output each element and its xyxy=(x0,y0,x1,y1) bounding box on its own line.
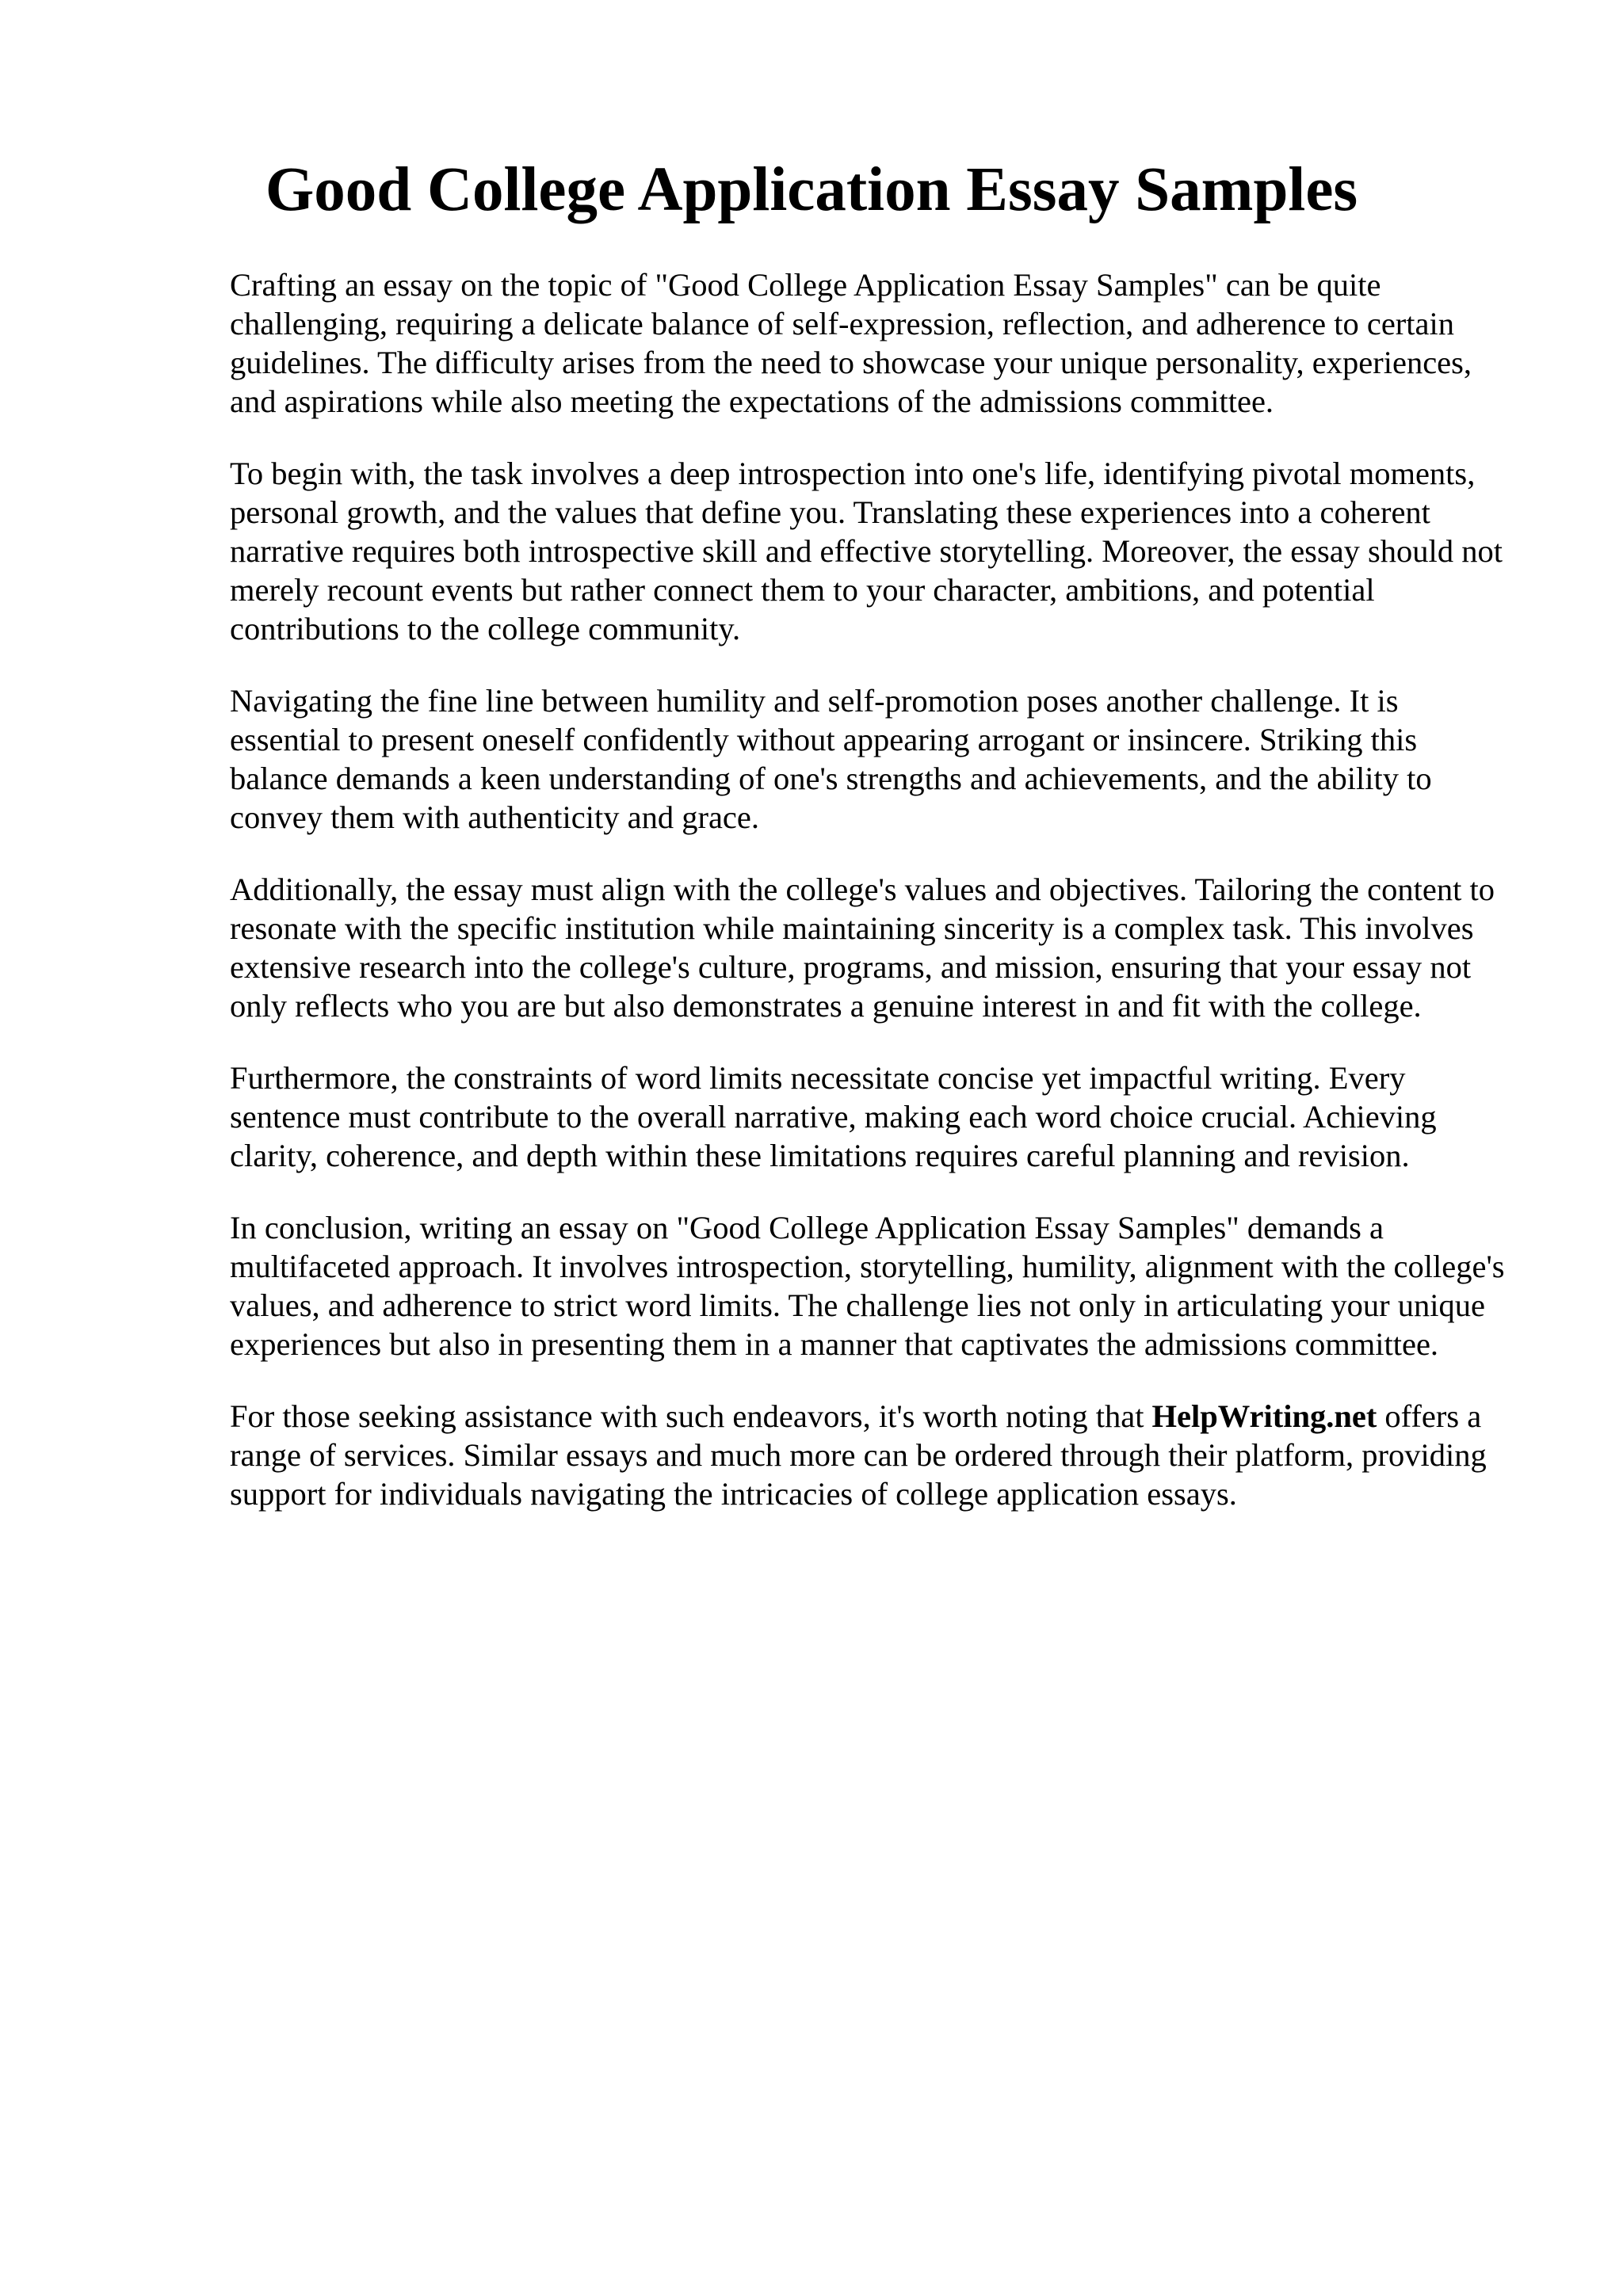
paragraph-alignment: Additionally, the essay must align with the college's values and objectives. Tailoring the content to resonate with the specific institution while maintaining sincerity is a complex task. This involves extensive research into the college's culture, programs, and mission, ensuring that your essay not only reflects who you are but also demonstrates a genuine interest in and fit with the college. xyxy=(230,871,1495,1024)
closing-text-before: For those seeking assistance with such endeavors, it's worth noting that xyxy=(230,1398,1144,1434)
paragraph-introspection: To begin with, the task involves a deep introspection into one's life, identifying pivotal moments, personal growth, and the values that define you. Translating these experiences into a coherent narrative requires both introspective skill and effective storytelling. Moreover, the essay should not merely recount events but rather connect them to your character, ambitions, and potential contributions to the college community. xyxy=(230,456,1503,646)
essay-body xyxy=(230,265,1514,1547)
page-title: Good College Application Essay Samples xyxy=(265,155,1358,224)
paragraph-word-limits: Furthermore, the constraints of word limits necessitate concise yet impactful writing. Every sentence must contribute to the overall narrative, making each word choice crucial. Achieving clarity, coherence, and depth within these limitations requires careful planning and revision. xyxy=(230,1060,1437,1173)
paragraph-conclusion: In conclusion, writing an essay on "Good College Application Essay Samples" demands a multifaceted approach. It involves introspection, storytelling, humility, alignment with the college's values, and adherence to strict word limits. The challenge lies not only in articulating your unique experiences but also in presenting them in a manner that captivates the admissions committee. xyxy=(230,1210,1505,1362)
paragraph-intro: Crafting an essay on the topic of "Good College Application Essay Samples" can be quite challenging, requiring a delicate balance of self-expression, reflection, and adherence to certain guidelines. The difficulty arises from the need to showcase your unique personality, experiences, and aspirations while also meeting the expectations of the admissions committee. xyxy=(230,267,1472,419)
brand-name: HelpWriting.net xyxy=(1151,1398,1377,1434)
paragraph-humility: Navigating the fine line between humility and self-promotion poses another challenge. It is essential to present oneself confidently without appearing arrogant or insincere. Striking this balance demands a keen understanding of one's strengths and achievements, and the ability to convey them with authenticity and grace. xyxy=(230,683,1432,835)
closing-text-after: offers a range of services. Similar essays and much more can be ordered through their platform, providing support for individuals navigating the intricacies of college application essays. xyxy=(230,1398,1487,1512)
paragraph-closing xyxy=(230,1397,1514,1513)
